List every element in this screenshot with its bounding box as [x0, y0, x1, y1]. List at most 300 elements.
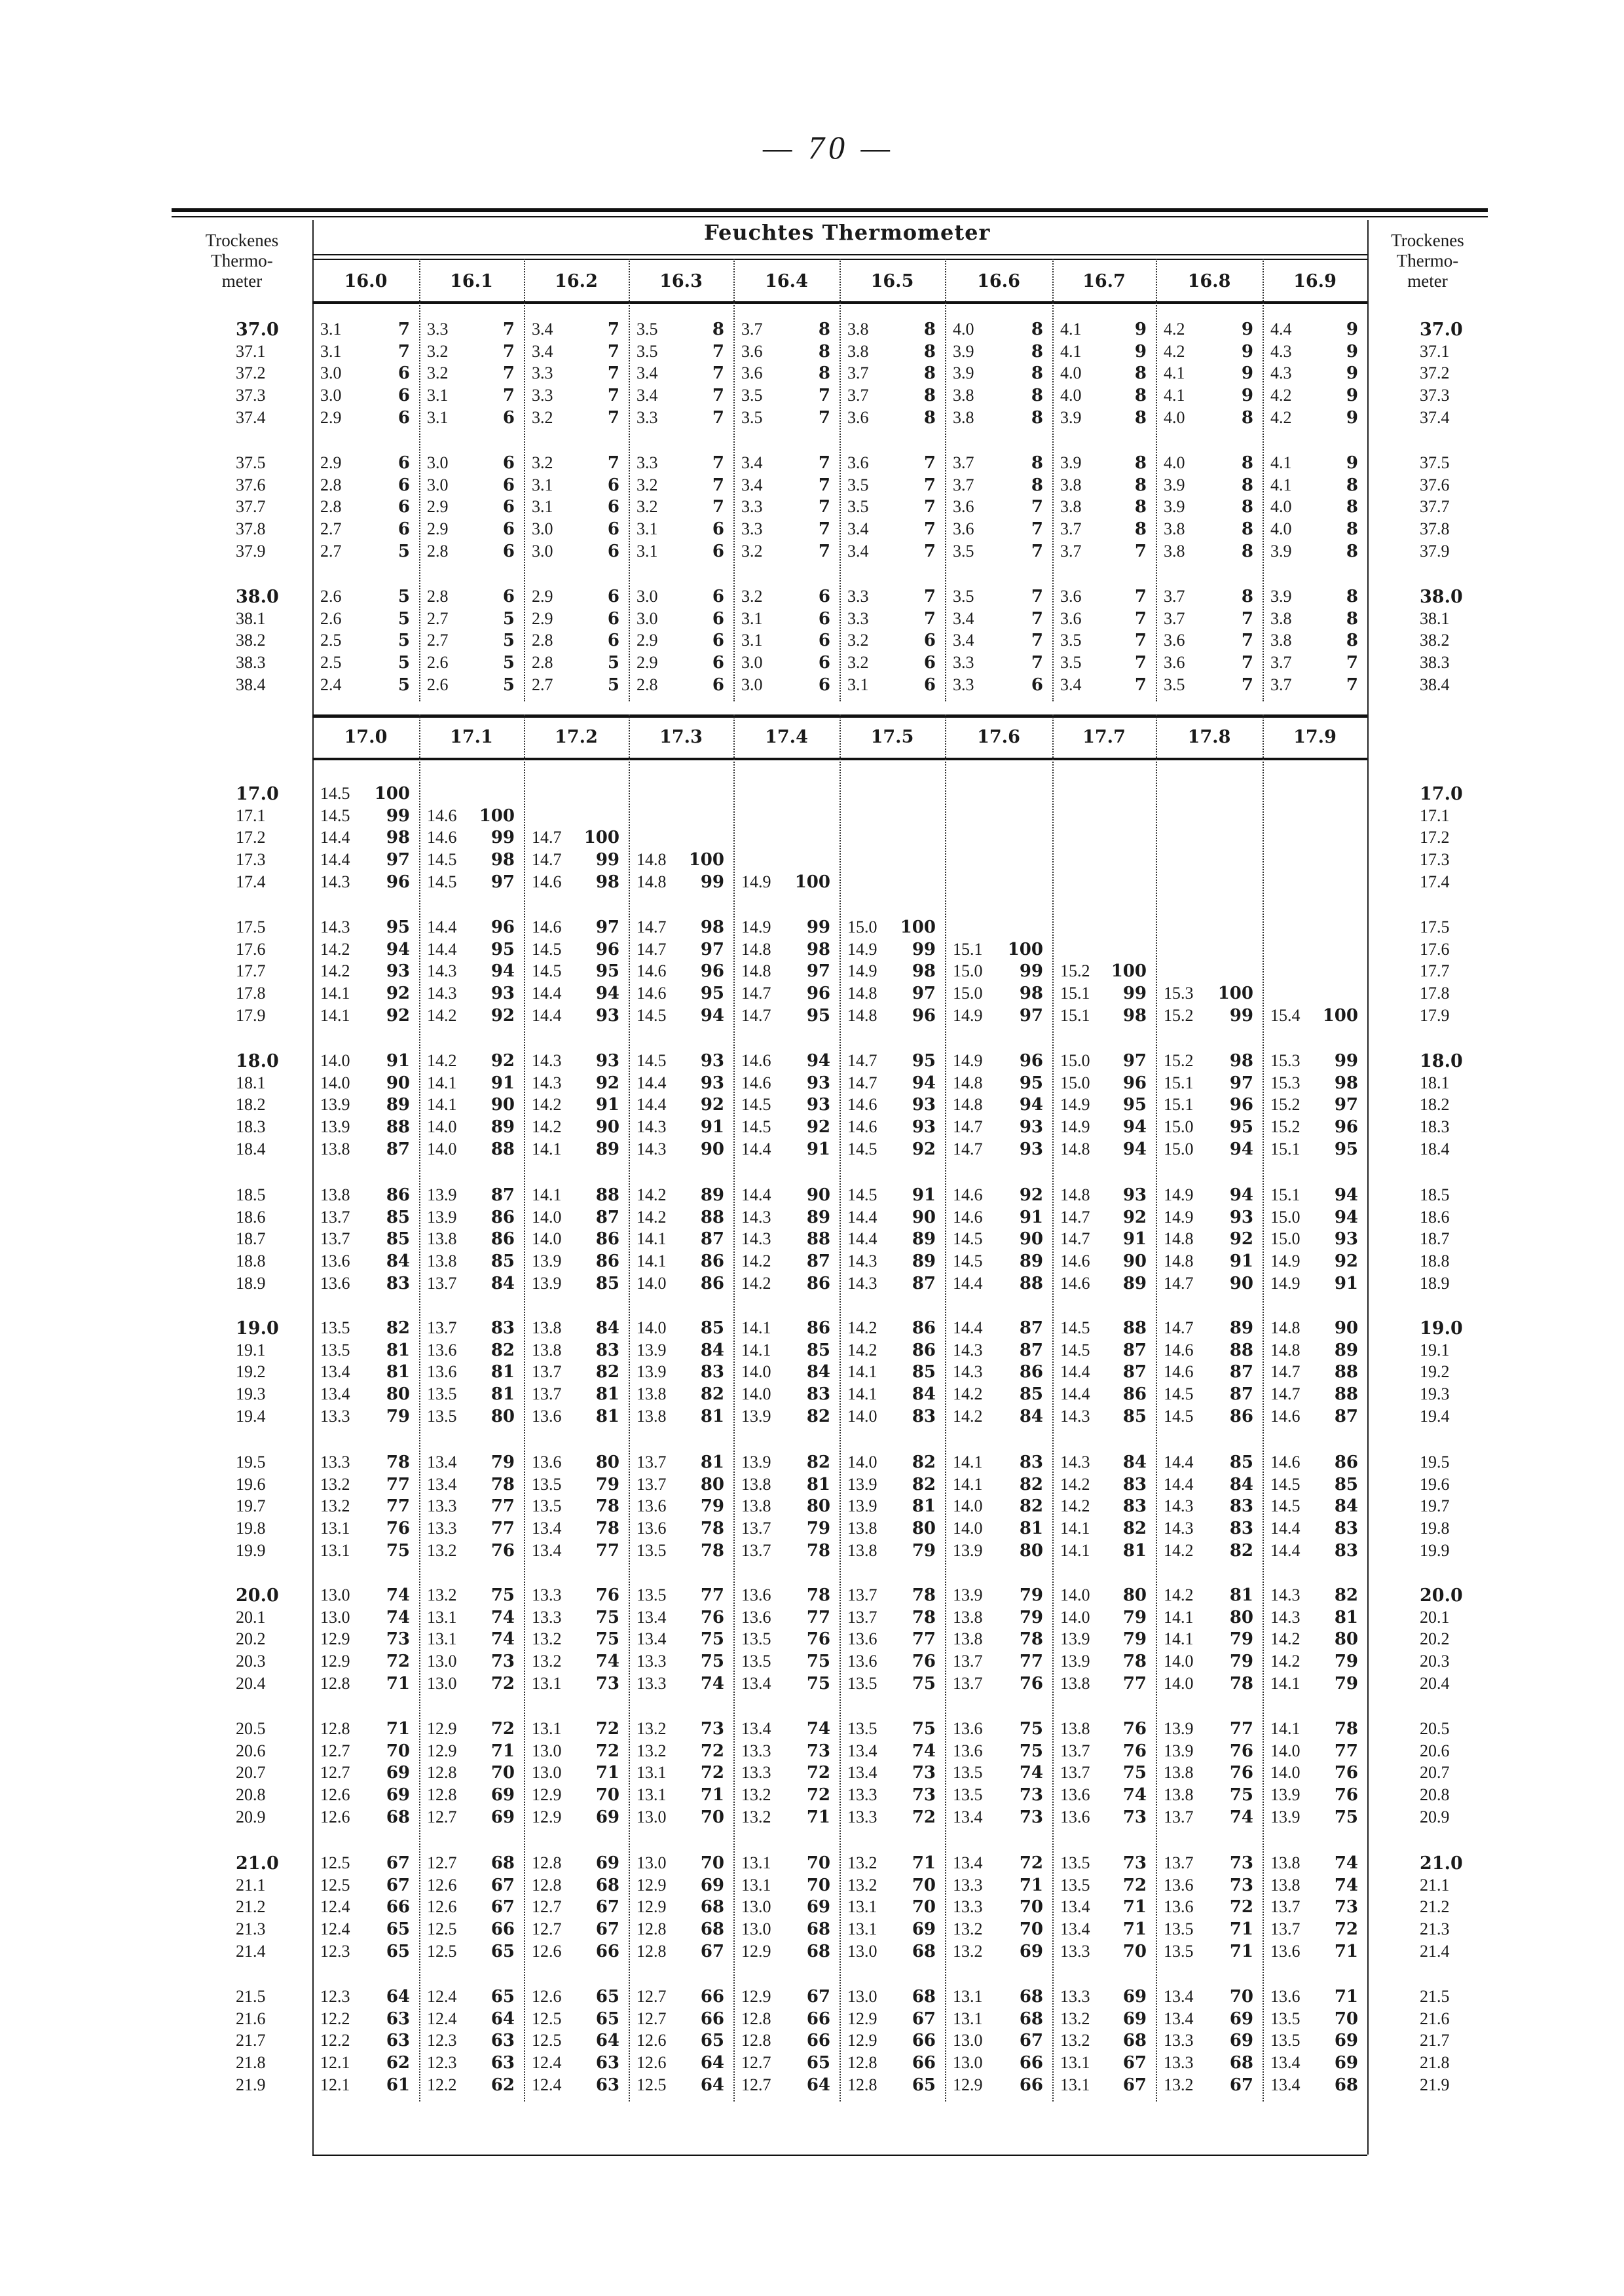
dry-temp-label-right: 21.5	[1420, 1987, 1450, 2006]
dry-temp-label-right: 37.9	[1420, 541, 1450, 561]
dry-temp-label: 37.8	[236, 519, 266, 539]
relative-humidity: 71	[700, 1785, 724, 1805]
dry-temp-label: 17.8	[236, 984, 266, 1003]
vapor-value: 15.1	[953, 939, 983, 959]
relative-humidity: 84	[1019, 1406, 1043, 1426]
relative-humidity: 80	[912, 1519, 936, 1539]
vapor-value: 12.7	[427, 1807, 457, 1826]
page-number: — 70 —	[763, 129, 894, 166]
relative-humidity: 85	[386, 1207, 410, 1227]
vapor-value: 12.8	[320, 1719, 350, 1738]
vapor-value: 13.9	[320, 1117, 350, 1137]
relative-humidity: 64	[595, 2031, 619, 2051]
relative-humidity: 93	[912, 1095, 936, 1115]
relative-humidity: 81	[1019, 1519, 1043, 1539]
relative-humidity: 89	[1122, 1273, 1147, 1293]
relative-humidity: 76	[1229, 1741, 1253, 1761]
relative-humidity: 8	[1134, 519, 1147, 540]
vapor-value: 14.6	[847, 1095, 877, 1115]
relative-humidity: 88	[1019, 1273, 1043, 1293]
vapor-value: 13.8	[320, 1139, 350, 1158]
relative-humidity: 66	[1019, 2053, 1043, 2073]
vapor-value: 13.8	[427, 1229, 457, 1249]
vapor-value: 14.4	[1270, 1540, 1301, 1560]
vapor-value: 15.0	[953, 961, 983, 981]
vapor-value: 3.8	[1164, 519, 1185, 539]
relative-humidity: 69	[700, 1875, 724, 1895]
relative-humidity: 90	[700, 1139, 724, 1159]
vapor-value: 14.7	[637, 939, 667, 959]
vapor-value: 3.7	[1164, 608, 1185, 628]
relative-humidity: 98	[1019, 984, 1043, 1004]
relative-humidity: 78	[700, 1540, 724, 1561]
relative-humidity: 86	[595, 1251, 619, 1272]
vapor-value: 13.5	[741, 1652, 771, 1671]
vapor-value: 14.2	[741, 1251, 771, 1271]
vapor-value: 13.0	[637, 1853, 667, 1872]
vapor-value: 13.2	[953, 1919, 983, 1939]
relative-humidity: 81	[1334, 1607, 1358, 1627]
vapor-value: 13.6	[847, 1652, 877, 1671]
vapor-value: 13.7	[532, 1362, 562, 1382]
relative-humidity: 6	[712, 675, 724, 695]
relative-humidity: 96	[1019, 1051, 1043, 1071]
dry-temp-label-right: 21.0	[1420, 1853, 1463, 1874]
vapor-value: 3.6	[847, 453, 869, 472]
relative-humidity: 93	[700, 1051, 724, 1071]
vapor-value: 13.7	[1270, 1919, 1301, 1939]
relative-humidity: 79	[1229, 1629, 1253, 1650]
vapor-value: 13.4	[320, 1362, 350, 1382]
relative-humidity: 6	[397, 363, 410, 384]
vapor-value: 2.7	[427, 631, 449, 650]
vapor-value: 13.7	[953, 1673, 983, 1693]
vapor-value: 3.2	[741, 587, 763, 606]
relative-humidity: 76	[1229, 1763, 1253, 1783]
relative-humidity: 99	[595, 850, 619, 870]
vapor-value: 13.1	[532, 1673, 562, 1693]
relative-humidity: 98	[490, 850, 515, 870]
vapor-value: 2.9	[427, 497, 449, 517]
vapor-value: 13.0	[953, 2031, 983, 2050]
relative-humidity: 7	[923, 453, 936, 473]
vapor-value: 12.7	[637, 2009, 667, 2028]
relative-humidity: 72	[490, 1673, 515, 1694]
vapor-value: 3.1	[637, 541, 658, 561]
relative-humidity: 70	[912, 1875, 936, 1895]
relative-humidity: 73	[1229, 1875, 1253, 1895]
vapor-value: 2.6	[427, 653, 449, 673]
vapor-value: 14.4	[427, 917, 457, 936]
relative-humidity: 84	[386, 1251, 410, 1272]
relative-humidity: 69	[1334, 2031, 1358, 2051]
relative-humidity: 63	[595, 2053, 619, 2073]
vapor-value: 3.7	[953, 453, 974, 472]
vapor-value: 14.4	[1060, 1362, 1090, 1382]
vapor-value: 13.4	[532, 1519, 562, 1538]
relative-humidity: 74	[1122, 1785, 1147, 1805]
relative-humidity: 5	[502, 608, 515, 629]
relative-humidity: 6	[818, 608, 830, 629]
vapor-value: 3.4	[741, 475, 763, 494]
relative-humidity: 8	[1241, 519, 1253, 540]
relative-humidity: 94	[912, 1073, 936, 1093]
relative-humidity: 72	[595, 1719, 619, 1739]
relative-humidity: 70	[700, 1807, 724, 1827]
relative-humidity: 74	[700, 1673, 724, 1694]
relative-humidity: 8	[923, 341, 936, 361]
relative-humidity: 69	[1122, 1987, 1147, 2007]
vapor-value: 14.7	[847, 1073, 877, 1092]
relative-humidity: 88	[1122, 1318, 1147, 1338]
vapor-value: 13.3	[1164, 2031, 1194, 2050]
vapor-value: 3.5	[953, 587, 974, 606]
dry-temp-label: 37.7	[236, 497, 266, 517]
relative-humidity: 6	[607, 475, 619, 495]
relative-humidity: 7	[1346, 653, 1358, 673]
vapor-value: 15.1	[1060, 984, 1090, 1003]
relative-humidity: 63	[490, 2053, 515, 2073]
relative-humidity: 93	[806, 1073, 830, 1093]
vapor-value: 14.5	[532, 961, 562, 981]
vapor-value: 3.6	[1164, 631, 1185, 650]
dry-temp-label: 19.9	[236, 1540, 266, 1560]
relative-humidity: 72	[1229, 1897, 1253, 1917]
relative-humidity: 98	[700, 917, 724, 937]
relative-humidity: 5	[502, 631, 515, 651]
relative-humidity: 8	[923, 363, 936, 384]
relative-humidity: 67	[490, 1875, 515, 1895]
vapor-value: 3.3	[847, 587, 869, 606]
vapor-value: 3.9	[1060, 407, 1082, 427]
vapor-value: 13.0	[320, 1607, 350, 1627]
vapor-value: 14.3	[427, 984, 457, 1003]
relative-humidity: 96	[595, 939, 619, 959]
vapor-value: 13.5	[320, 1318, 350, 1337]
relative-humidity: 95	[386, 917, 410, 937]
vapor-value: 12.5	[532, 2031, 562, 2050]
relative-humidity: 9	[1134, 341, 1147, 361]
vapor-value: 13.1	[741, 1853, 771, 1872]
relative-humidity: 73	[912, 1785, 936, 1805]
vapor-value: 13.9	[953, 1585, 983, 1604]
vapor-value: 3.1	[320, 341, 342, 361]
relative-humidity: 83	[700, 1362, 724, 1382]
relative-humidity: 8	[818, 320, 830, 339]
dry-temp-label: 38.1	[236, 608, 266, 628]
relative-humidity: 71	[912, 1853, 936, 1873]
dry-temp-label: 18.4	[236, 1139, 266, 1158]
vapor-value: 13.6	[1270, 1987, 1301, 2006]
vapor-value: 12.7	[320, 1763, 350, 1783]
vapor-value: 12.8	[847, 2053, 877, 2073]
vapor-value: 14.5	[427, 872, 457, 891]
dry-temp-label-right: 20.9	[1420, 1807, 1450, 1826]
vapor-value: 14.3	[1164, 1496, 1194, 1516]
relative-humidity: 93	[700, 1073, 724, 1093]
relative-humidity: 73	[1019, 1785, 1043, 1805]
vapor-value: 13.2	[532, 1629, 562, 1649]
vapor-value: 4.0	[1270, 519, 1292, 539]
vapor-value: 13.4	[320, 1384, 350, 1404]
relative-humidity: 78	[386, 1453, 410, 1472]
relative-humidity: 86	[386, 1185, 410, 1205]
vapor-value: 12.4	[320, 1897, 350, 1917]
vapor-value: 13.6	[741, 1607, 771, 1627]
vapor-value: 14.1	[1060, 1519, 1090, 1538]
vapor-value: 13.6	[427, 1362, 457, 1382]
relative-humidity: 7	[502, 320, 515, 339]
relative-humidity: 86	[806, 1273, 830, 1293]
relative-humidity: 76	[1334, 1785, 1358, 1805]
vapor-value: 13.4	[741, 1673, 771, 1693]
dry-thermometer-heading: Trockenes	[1391, 231, 1464, 250]
relative-humidity: 76	[912, 1652, 936, 1672]
column-separator	[840, 714, 841, 2102]
relative-humidity: 8	[1031, 341, 1043, 361]
relative-humidity: 8	[1134, 453, 1147, 473]
relative-humidity: 98	[595, 872, 619, 892]
vapor-value: 13.9	[741, 1406, 771, 1426]
vapor-value: 3.1	[637, 519, 658, 539]
vapor-value: 13.4	[953, 1853, 983, 1872]
relative-humidity: 85	[490, 1251, 515, 1272]
relative-humidity: 98	[1334, 1073, 1358, 1093]
vapor-value: 14.2	[1164, 1540, 1194, 1560]
relative-humidity: 68	[386, 1807, 410, 1827]
vapor-value: 14.9	[741, 872, 771, 891]
vapor-value: 3.6	[953, 497, 974, 517]
dry-temp-label-right: 38.1	[1420, 608, 1450, 628]
relative-humidity: 76	[1334, 1763, 1358, 1783]
relative-humidity: 65	[386, 1919, 410, 1940]
relative-humidity: 6	[712, 608, 724, 629]
vapor-value: 14.9	[1164, 1207, 1194, 1227]
vapor-value: 13.6	[637, 1519, 667, 1538]
relative-humidity: 78	[912, 1585, 936, 1605]
relative-humidity: 69	[1334, 2053, 1358, 2073]
relative-humidity: 67	[595, 1897, 619, 1917]
relative-humidity: 90	[490, 1095, 515, 1115]
dry-temp-label: 21.6	[236, 2009, 266, 2028]
relative-humidity: 85	[386, 1229, 410, 1250]
vapor-value: 13.2	[637, 1741, 667, 1760]
vapor-value: 14.0	[953, 1496, 983, 1516]
vapor-value: 3.4	[847, 519, 869, 539]
relative-humidity: 72	[700, 1763, 724, 1783]
vapor-value: 2.7	[532, 675, 553, 694]
wet-bulb-column-header: 17.9	[1293, 727, 1337, 747]
relative-humidity: 71	[1229, 1919, 1253, 1940]
vapor-value: 3.7	[1060, 519, 1082, 539]
vapor-value: 14.9	[847, 939, 877, 959]
vapor-value: 4.0	[1060, 386, 1082, 405]
vapor-value: 3.6	[741, 363, 763, 383]
vapor-value: 12.8	[427, 1763, 457, 1783]
relative-humidity: 87	[1229, 1384, 1253, 1405]
dry-temp-label: 17.2	[236, 828, 266, 847]
dry-temp-label: 19.7	[236, 1496, 266, 1516]
vapor-value: 13.3	[953, 1897, 983, 1917]
vapor-value: 4.0	[1164, 407, 1185, 427]
relative-humidity: 69	[490, 1785, 515, 1805]
vapor-value: 14.5	[953, 1251, 983, 1271]
relative-humidity: 99	[1122, 984, 1147, 1004]
relative-humidity: 77	[490, 1519, 515, 1539]
vapor-value: 13.0	[847, 1987, 877, 2006]
vapor-value: 14.3	[1270, 1607, 1301, 1627]
relative-humidity: 6	[818, 631, 830, 651]
vapor-value: 12.9	[847, 2031, 877, 2050]
vapor-value: 14.4	[953, 1318, 983, 1337]
relative-humidity: 62	[386, 2053, 410, 2073]
vapor-value: 13.8	[953, 1607, 983, 1627]
vapor-value: 2.6	[427, 675, 449, 694]
relative-humidity: 8	[923, 386, 936, 406]
wet-bulb-column-header: 16.8	[1187, 271, 1231, 291]
relative-humidity: 65	[595, 1987, 619, 2007]
vapor-value: 14.3	[847, 1251, 877, 1271]
relative-humidity: 7	[1241, 631, 1253, 651]
vapor-value: 3.5	[1060, 653, 1082, 673]
vapor-value: 14.3	[427, 961, 457, 981]
dry-temp-label: 21.1	[236, 1875, 266, 1895]
relative-humidity: 100	[1322, 1005, 1358, 1026]
wet-bulb-column-header: 17.1	[450, 727, 493, 747]
vapor-value: 13.7	[1164, 1807, 1194, 1826]
vapor-value: 14.4	[320, 828, 350, 847]
vapor-value: 3.8	[1270, 631, 1292, 650]
relative-humidity: 9	[1241, 386, 1253, 406]
relative-humidity: 66	[806, 2009, 830, 2029]
relative-humidity: 6	[397, 519, 410, 540]
vapor-value: 3.2	[847, 631, 869, 650]
dry-temp-label-right: 20.1	[1420, 1607, 1450, 1627]
relative-humidity: 94	[1334, 1207, 1358, 1227]
relative-humidity: 82	[806, 1453, 830, 1472]
vapor-value: 3.6	[1060, 608, 1082, 628]
relative-humidity: 66	[912, 2053, 936, 2073]
relative-humidity: 8	[1241, 541, 1253, 561]
vapor-value: 14.3	[1270, 1585, 1301, 1604]
relative-humidity: 66	[700, 1987, 724, 2007]
vapor-value: 4.1	[1270, 475, 1292, 494]
relative-humidity: 8	[1346, 608, 1358, 629]
relative-humidity: 68	[1334, 2075, 1358, 2095]
vapor-value: 14.0	[532, 1207, 562, 1227]
dry-temp-label-right: 17.2	[1420, 828, 1450, 847]
vapor-value: 14.2	[1270, 1629, 1301, 1649]
relative-humidity: 76	[1122, 1719, 1147, 1739]
relative-humidity: 88	[1229, 1340, 1253, 1360]
column-separator	[1052, 259, 1054, 701]
vapor-value: 3.5	[847, 475, 869, 494]
relative-humidity: 73	[912, 1763, 936, 1783]
relative-humidity: 72	[490, 1719, 515, 1739]
relative-humidity: 94	[490, 961, 515, 982]
relative-humidity: 75	[595, 1607, 619, 1627]
vapor-value: 14.2	[1164, 1585, 1194, 1604]
vapor-value: 15.3	[1270, 1051, 1301, 1070]
relative-humidity: 91	[1229, 1251, 1253, 1272]
relative-humidity: 7	[818, 519, 830, 540]
vapor-value: 13.8	[532, 1318, 562, 1337]
relative-humidity: 5	[397, 653, 410, 673]
relative-humidity: 98	[912, 961, 936, 982]
relative-humidity: 96	[386, 872, 410, 892]
relative-humidity: 8	[1134, 407, 1147, 428]
relative-humidity: 99	[1229, 1005, 1253, 1026]
vapor-value: 14.1	[953, 1474, 983, 1494]
relative-humidity: 81	[1229, 1585, 1253, 1605]
vapor-value: 3.6	[847, 407, 869, 427]
relative-humidity: 6	[712, 587, 724, 606]
relative-humidity: 93	[912, 1117, 936, 1138]
vapor-value: 14.2	[741, 1273, 771, 1293]
vapor-value: 14.8	[1164, 1229, 1194, 1249]
vapor-value: 14.1	[847, 1384, 877, 1404]
relative-humidity: 68	[806, 1919, 830, 1940]
vapor-value: 14.7	[953, 1139, 983, 1158]
vapor-value: 13.7	[637, 1474, 667, 1494]
dry-temp-label: 37.6	[236, 475, 266, 494]
relative-humidity: 8	[1134, 475, 1147, 495]
vapor-value: 13.3	[1060, 1941, 1090, 1961]
relative-humidity: 8	[1134, 386, 1147, 406]
vapor-value: 13.8	[532, 1340, 562, 1360]
relative-humidity: 93	[806, 1095, 830, 1115]
relative-humidity: 79	[700, 1496, 724, 1517]
vapor-value: 13.9	[1270, 1785, 1301, 1805]
relative-humidity: 81	[386, 1340, 410, 1360]
vapor-value: 4.2	[1164, 341, 1185, 361]
relative-humidity: 87	[595, 1207, 619, 1227]
vapor-value: 13.4	[847, 1741, 877, 1760]
vapor-value: 13.2	[953, 1941, 983, 1961]
vapor-value: 13.3	[953, 1875, 983, 1895]
relative-humidity: 78	[1019, 1629, 1043, 1650]
vapor-value: 14.1	[427, 1095, 457, 1115]
relative-humidity: 87	[1019, 1340, 1043, 1360]
relative-humidity: 74	[595, 1652, 619, 1672]
relative-humidity: 67	[806, 1987, 830, 2007]
relative-humidity: 8	[923, 320, 936, 339]
vapor-value: 12.7	[532, 1919, 562, 1939]
vapor-value: 14.6	[1060, 1273, 1090, 1293]
relative-humidity: 75	[1019, 1741, 1043, 1761]
vapor-value: 12.9	[847, 2009, 877, 2028]
relative-humidity: 81	[912, 1496, 936, 1517]
relative-humidity: 63	[595, 2075, 619, 2095]
vapor-value: 13.8	[741, 1496, 771, 1516]
relative-humidity: 68	[806, 1941, 830, 1961]
relative-humidity: 6	[712, 631, 724, 651]
vapor-value: 14.7	[532, 850, 562, 870]
dry-temp-label-right: 20.8	[1420, 1785, 1450, 1805]
relative-humidity: 89	[490, 1117, 515, 1138]
vapor-value: 2.8	[320, 497, 342, 517]
relative-humidity: 65	[386, 1941, 410, 1961]
vapor-value: 13.7	[847, 1607, 877, 1627]
vapor-value: 2.9	[637, 653, 658, 673]
relative-humidity: 82	[1019, 1496, 1043, 1517]
relative-humidity: 93	[1334, 1229, 1358, 1250]
top-rule	[172, 208, 1488, 212]
vapor-value: 13.3	[427, 1496, 457, 1516]
relative-humidity: 75	[806, 1673, 830, 1694]
relative-humidity: 84	[700, 1340, 724, 1360]
vapor-value: 3.7	[1270, 675, 1292, 694]
